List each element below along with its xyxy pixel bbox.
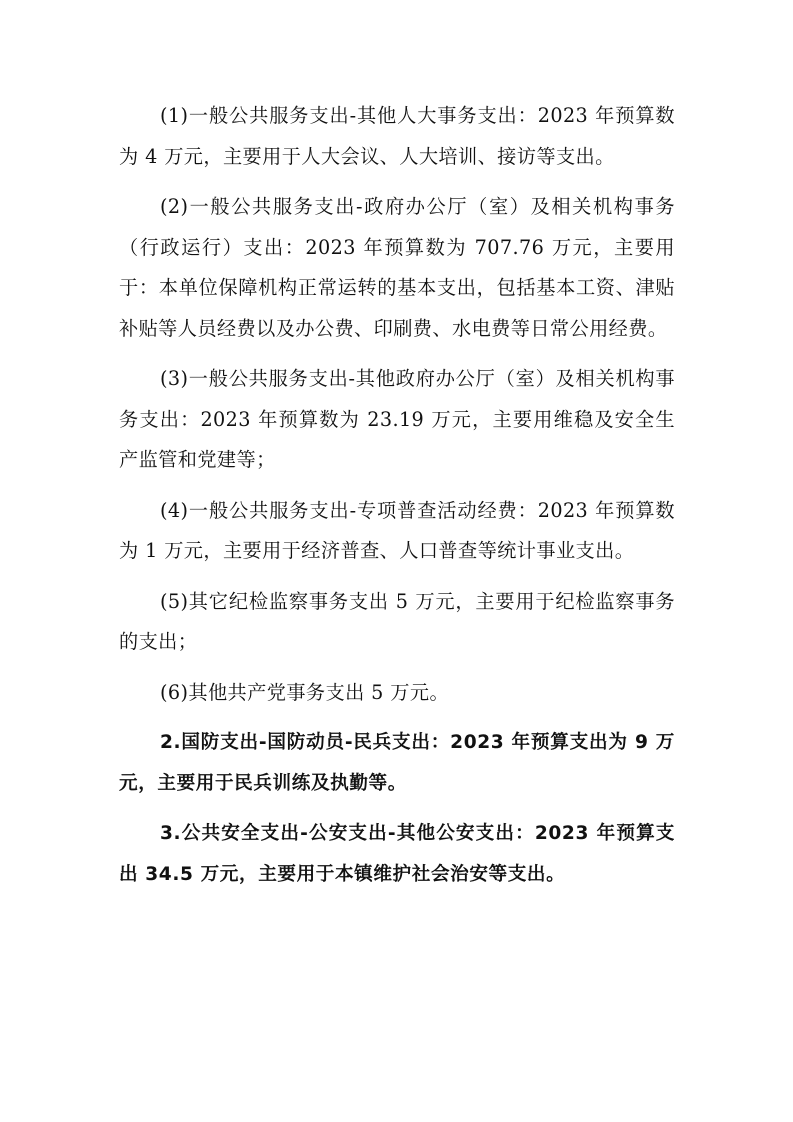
paragraph-item-4: (4)一般公共服务支出-专项普查活动经费：2023 年预算数为 1 万元，主要用于经济普查、人口普查等统计事业支出。 [119,498,675,562]
paragraph-item-1: (1)一般公共服务支出-其他人大事务支出：2023 年预算数为 4 万元，主要用于人大会议、人大培训、接访等支出。 [119,104,675,168]
paragraph-national-defense: 2.国防支出-国防动员-民兵支出：2023 年预算支出为 9 万元，主要用于民兵训练及执勤等。 [119,732,675,794]
paragraph-item-6: (6)其他共产党事务支出 5 万元。 [160,680,450,704]
paragraph-item-3: (3)一般公共服务支出-其他政府办公厅（室）及相关机构事务支出：2023 年预算数为 23.19 万元，主要用维稳及安全生产监管和党建等； [119,367,675,471]
paragraph-item-5: (5)其它纪检监察事务支出 5 万元，主要用于纪检监察事务的支出； [119,589,675,653]
document-body [119,96,675,905]
paragraph-public-security: 3.公共安全支出-公安支出-其他公安支出：2023 年预算支出 34.5 万元，主要用于本镇维护社会治安等支出。 [119,823,675,885]
paragraph-item-2: (2)一般公共服务支出-政府办公厅（室）及相关机构事务（行政运行）支出：2023 年预算数为 707.76 万元，主要用于：本单位保障机构正常运转的基本支出，包括基本工资、津贴补贴等人员经费以及办公费、印刷费、水电费等日常公用经费。 [119,195,675,340]
